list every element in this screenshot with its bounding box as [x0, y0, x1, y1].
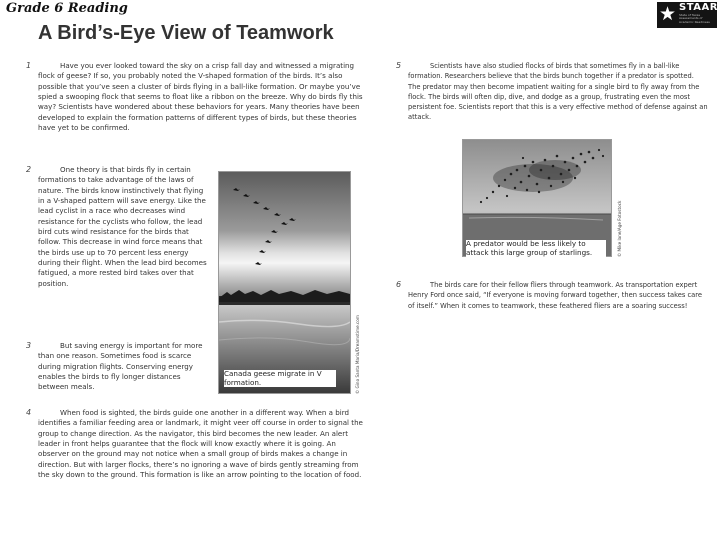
paragraph-6: The birds care for their fellow fliers through teamwork. As transportation expert Henry Ford once said, “If everyone is moving forward together, then success takes care of itself.” When it comes to teamwork, these feathered fliers are a soaring success!: [408, 281, 702, 310]
logo-subtext: State of Texas Assessments of Academic Readiness: [679, 13, 710, 24]
paragraph-number-3: 3: [26, 341, 32, 350]
paragraph-number-5: 5: [396, 61, 402, 70]
geese-photo: [218, 171, 351, 394]
star-icon: ★: [659, 3, 677, 25]
geese-credit: © Gino Santa Maria/Dreamstime.com: [355, 315, 360, 394]
starlings-credit: © Mike lane/Age Fotostock: [617, 200, 622, 257]
paragraph-5: Scientists have also studied flocks of birds that sometimes fly in a ball-like formation. Researchers believe that the birds bunch together if a predator is spotted. The predator may then become impatient waiting for a single bird to fly away from the flock. The birds will often dip, dive, and dodge as a group, frustrating even the most persistent foe. Scientists report that this is a very effective method of defense against an attack.: [408, 62, 708, 122]
paragraph-number-4: 4: [26, 408, 32, 417]
staar-logo: [657, 2, 717, 28]
paragraph-number-6: 6: [396, 280, 402, 289]
paragraph-number-1: 1: [26, 61, 32, 70]
article-title: A Bird’s-Eye View of Teamwork: [38, 22, 334, 44]
geese-image: [219, 172, 350, 393]
paragraph-3: But saving energy is important for more than one reason. Sometimes food is scarce during migration flights. Conserving energy enables the birds to fly longer distances between meals.: [38, 341, 203, 392]
geese-caption: Canada geese migrate in V formation.: [224, 370, 336, 387]
paragraph-number-2: 2: [26, 165, 32, 174]
paragraph-4: When food is sighted, the birds guide one another in a different way. When a bird identifies a familiar feeding area or landmark, it might veer off course in order to signal the group to change direction. As the navigator, this bird becomes the new leader. An alert leader in front helps guarantee that the flock will know exactly where it is going. An observer on the ground may not notice when a small group of birds makes a change in direction. But with larger flocks, there’s no ignoring a wave of birds gently streaming from the sky down to the ground. This formation is like an arrow pointing to the location of food.: [38, 408, 363, 480]
paragraph-1: Have you ever looked toward the sky on a crisp fall day and witnessed a migrating flock of geese? If so, you probably noted the V-shaped formation of the birds. It’s also possible that you’ve seen a cluster of birds flying in a ball-like formation. Or maybe you’ve spied a swooping flock that seems to float like a ribbon on the breeze. Why do birds fly this way? Scientists have wondered about these behaviors for years. Many theories have been developed to explain the formation patterns of different types of birds, but these theories have yet to be confirmed.: [38, 61, 363, 133]
grade-label: Grade 6 Reading: [6, 1, 128, 16]
starlings-caption: A predator would be less likely to attack this large group of starlings.: [466, 240, 606, 257]
logo-text: STAAR: [679, 2, 718, 13]
paragraph-2: One theory is that birds fly in certain formations to take advantage of the laws of nature. The birds know instinctively that flying in a V-shaped pattern will save energy. Like the lead cyclist in a race who decreases wind resistance for the cyclists who follow, the lead bird cuts wind resistance for the birds that follow. This decrease in wind force means that the birds use up to 70 percent less energy during their flight. When the lead bird becomes fatigued, a more rested bird takes over that position.: [38, 165, 207, 288]
